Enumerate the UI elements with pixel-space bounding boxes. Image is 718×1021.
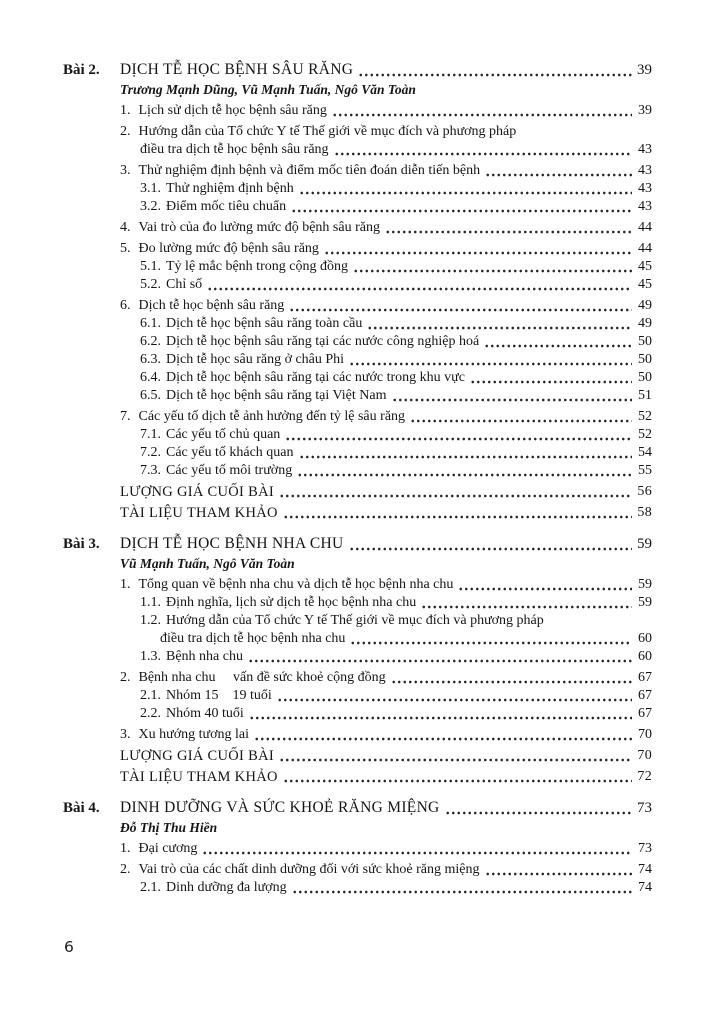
- item-line: [120, 219, 652, 237]
- toc-item: [120, 861, 652, 879]
- dot-leader-icon: [385, 219, 632, 237]
- dot-leader-icon: [207, 276, 632, 294]
- item-line: [140, 879, 652, 897]
- toc-item: [140, 879, 652, 897]
- section-page-number: 73: [637, 800, 652, 816]
- item-page-number: 50: [638, 334, 652, 349]
- dot-leader-icon: [202, 840, 632, 858]
- dot-leader-icon: [279, 483, 632, 501]
- item-number: 2.: [120, 124, 131, 139]
- item-page-number: 74: [638, 880, 652, 895]
- toc-item: [140, 180, 652, 198]
- item-number: 1.1.: [140, 595, 161, 610]
- item-number: 5.2.: [140, 277, 161, 292]
- dot-leader-icon: [484, 333, 632, 351]
- item-line: [140, 687, 652, 705]
- dot-leader-icon: [279, 747, 632, 765]
- toc-item: [140, 369, 652, 387]
- dot-leader-icon: [332, 102, 632, 120]
- section-title: DỊCH TỄ HỌC BỆNH SÂU RĂNG: [120, 61, 354, 78]
- toc-item: [120, 123, 652, 159]
- dot-leader-icon: [353, 258, 632, 276]
- item-text: Các yếu tố dịch tễ ảnh hưởng đến tỷ lệ sâu răng: [138, 409, 406, 424]
- toc-item: [140, 444, 652, 462]
- item-number: 6.4.: [140, 370, 161, 385]
- toc: [63, 60, 652, 897]
- section-items: [120, 840, 652, 897]
- item-line: [120, 297, 652, 315]
- dot-leader-icon: [283, 504, 632, 522]
- item-page-number: 73: [638, 841, 652, 856]
- dot-leader-icon: [421, 594, 632, 612]
- item-line: [140, 369, 652, 387]
- toc-item: [140, 426, 652, 444]
- toc-item: [140, 333, 652, 351]
- toc-item: [140, 612, 652, 648]
- dot-leader-icon: [485, 162, 632, 180]
- item-number: 1.: [120, 103, 131, 118]
- item-line: [140, 426, 652, 444]
- item-page-number: 60: [638, 649, 652, 664]
- toc-item: [140, 315, 652, 333]
- dot-leader-icon: [410, 408, 632, 426]
- item-text: Thử nghiệm định bệnh: [166, 181, 294, 196]
- item-number: 3.2.: [140, 199, 161, 214]
- item-number: 6.1.: [140, 316, 161, 331]
- toc-item: [140, 648, 652, 666]
- item-number: 2.2.: [140, 706, 161, 721]
- item-text: Chỉ số: [166, 277, 203, 292]
- dot-leader-icon: [458, 576, 632, 594]
- item-page-number: 51: [638, 388, 652, 403]
- item-number: 2.: [120, 862, 131, 877]
- item-text: Dịch tễ học bệnh sâu răng tại các nước trong khu vực: [166, 370, 465, 385]
- item-line: [120, 768, 652, 786]
- item-text: Điểm mốc tiêu chuẩn: [166, 199, 287, 214]
- item-number: 1.: [120, 577, 131, 592]
- toc-section: [63, 534, 652, 786]
- item-line: [140, 387, 652, 405]
- section-authors: Trương Mạnh Dũng, Vũ Mạnh Tuấn, Ngô Văn Toàn: [120, 82, 416, 97]
- item-number: 2.1.: [140, 880, 161, 895]
- item-line: [140, 612, 652, 630]
- section-heading-row: [63, 534, 652, 554]
- item-number: 7.: [120, 409, 131, 424]
- toc-item: [120, 840, 652, 858]
- toc-item: [120, 576, 652, 594]
- toc-item: [120, 162, 652, 180]
- toc-item: [140, 258, 652, 276]
- item-text: Tổng quan về bệnh nha chu và dịch tễ học bệnh nha chu: [138, 577, 454, 592]
- dot-leader-icon: [292, 879, 632, 897]
- item-text: Các yếu tố khách quan: [166, 445, 294, 460]
- item-line: [120, 669, 652, 687]
- section-heading-main: [120, 60, 652, 80]
- item-text: Dịch tễ học bệnh sâu răng tại Việt Nam: [166, 388, 387, 403]
- dot-leader-icon: [297, 462, 632, 480]
- item-line: [120, 747, 652, 765]
- dot-leader-icon: [334, 141, 632, 159]
- dot-leader-icon: [285, 426, 632, 444]
- item-line: [140, 180, 652, 198]
- toc-item: [120, 483, 652, 501]
- item-text: Thử nghiệm định bệnh và điểm mốc tiên đoán diễn tiến bệnh: [138, 163, 481, 178]
- dot-leader-icon: [391, 669, 632, 687]
- dot-leader-icon: [324, 240, 632, 258]
- item-line: [140, 315, 652, 333]
- item-page-number: 56: [637, 484, 652, 499]
- toc-item: [120, 747, 652, 765]
- item-text: Bệnh nha chu: [166, 649, 243, 664]
- item-line: [120, 504, 652, 522]
- toc-item: [120, 102, 652, 120]
- toc-item: [120, 219, 652, 237]
- dot-leader-icon: [299, 444, 632, 462]
- item-page-number: 43: [638, 199, 652, 214]
- toc-item: [120, 240, 652, 258]
- item-text: Hướng dẫn của Tổ chức Y tế Thế giới về mục đích và phương pháp: [138, 124, 517, 139]
- section-page-number: 39: [637, 62, 652, 78]
- item-line: [120, 102, 652, 120]
- item-number: 2.: [120, 670, 131, 685]
- item-page-number: 52: [638, 427, 652, 442]
- item-number: 7.2.: [140, 445, 161, 460]
- item-page-number: 49: [638, 298, 652, 313]
- item-text: Dịch tễ học bệnh sâu răng: [138, 298, 285, 313]
- item-text-continued: điều tra dịch tễ học bệnh sâu răng: [140, 142, 329, 157]
- item-page-number: 44: [638, 220, 652, 235]
- item-line: [140, 333, 652, 351]
- section-title: DINH DƯỠNG VÀ SỨC KHOẺ RĂNG MIỆNG: [120, 799, 440, 816]
- section-items: [120, 576, 652, 786]
- page-footer-number: 6: [64, 938, 74, 956]
- item-page-number: 67: [638, 706, 652, 721]
- item-text: Các yếu tố chủ quan: [166, 427, 281, 442]
- item-text: Tỷ lệ mắc bệnh trong cộng đồng: [166, 259, 348, 274]
- toc-item: [120, 726, 652, 744]
- dot-leader-icon: [291, 198, 632, 216]
- item-text-continued: điều tra dịch tễ học bệnh nha chu: [160, 631, 346, 646]
- item-page-number: 58: [637, 505, 652, 520]
- dot-leader-icon: [485, 861, 633, 879]
- item-line: [140, 276, 652, 294]
- dot-leader-icon: [358, 60, 632, 80]
- item-line-continued: [160, 630, 652, 648]
- item-number: 6.: [120, 298, 131, 313]
- item-text: Xu hướng tương lai: [138, 727, 249, 742]
- item-page-number: 50: [638, 352, 652, 367]
- item-number: 6.3.: [140, 352, 161, 367]
- item-page-number: 55: [638, 463, 652, 478]
- item-text: Vai trò của các chất dinh dưỡng đối với sức khoẻ răng miệng: [138, 862, 480, 877]
- section-heading-row: [63, 60, 652, 80]
- item-page-number: 70: [637, 748, 652, 763]
- section-authors: Vũ Mạnh Tuấn, Ngô Văn Toàn: [120, 556, 295, 571]
- toc-section: [63, 60, 652, 522]
- dot-leader-icon: [445, 798, 632, 818]
- section-heading-main: [120, 534, 652, 554]
- item-page-number: 45: [638, 277, 652, 292]
- item-line: [140, 198, 652, 216]
- item-number: 5.1.: [140, 259, 161, 274]
- item-number: 7.3.: [140, 463, 161, 478]
- item-text: Đo lường mức độ bệnh sâu răng: [138, 241, 319, 256]
- item-line: [140, 594, 652, 612]
- item-number: 3.1.: [140, 181, 161, 196]
- toc-item: [120, 408, 652, 426]
- item-line: [120, 240, 652, 258]
- item-line: [120, 483, 652, 501]
- item-text: LƯỢNG GIÁ CUỐI BÀI: [120, 748, 274, 764]
- toc-item: [120, 504, 652, 522]
- item-text: TÀI LIỆU THAM KHẢO: [120, 769, 278, 785]
- item-line: [120, 840, 652, 858]
- item-line: [120, 123, 652, 141]
- item-line: [140, 258, 652, 276]
- item-number: 4.: [120, 220, 131, 235]
- item-page-number: 67: [638, 670, 652, 685]
- section-label: Bài 3.: [63, 536, 100, 552]
- dot-leader-icon: [277, 687, 632, 705]
- item-text: Các yếu tố môi trường: [166, 463, 293, 478]
- toc-item: [140, 462, 652, 480]
- item-page-number: 39: [638, 103, 652, 118]
- toc-item: [140, 594, 652, 612]
- item-line: [120, 408, 652, 426]
- item-text: Bệnh nha chu vấn đề sức khoẻ cộng đồng: [138, 670, 386, 685]
- item-text: Nhóm 15 19 tuổi: [166, 688, 272, 703]
- dot-leader-icon: [349, 351, 632, 369]
- section-items: [120, 102, 652, 522]
- item-line: [140, 648, 652, 666]
- toc-item: [140, 687, 652, 705]
- item-line: [120, 861, 652, 879]
- item-number: 6.5.: [140, 388, 161, 403]
- item-text: Hướng dẫn của Tổ chức Y tế Thế giới về mục đích và phương pháp: [166, 613, 544, 628]
- item-number: 7.1.: [140, 427, 161, 442]
- item-number: 2.1.: [140, 688, 161, 703]
- item-number: 1.3.: [140, 649, 161, 664]
- item-page-number: 52: [638, 409, 652, 424]
- item-line-continued: [140, 141, 652, 159]
- section-title: DỊCH TỄ HỌC BỆNH NHA CHU: [120, 535, 344, 552]
- toc-item: [140, 276, 652, 294]
- dot-leader-icon: [283, 768, 632, 786]
- toc-item: [120, 297, 652, 315]
- item-page-number: 60: [638, 631, 652, 646]
- section-heading-main: [120, 798, 652, 818]
- item-number: 5.: [120, 241, 131, 256]
- item-line: [140, 462, 652, 480]
- toc-item: [120, 669, 652, 687]
- section-heading-row: [63, 798, 652, 818]
- item-number: 1.: [120, 841, 131, 856]
- dot-leader-icon: [470, 369, 632, 387]
- item-text: Dinh dưỡng đa lượng: [166, 880, 287, 895]
- toc-item: [140, 351, 652, 369]
- item-text: Dịch tễ học bệnh sâu răng tại các nước công nghiệp hoá: [166, 334, 480, 349]
- section-label: Bài 2.: [63, 62, 100, 78]
- item-page-number: 45: [638, 259, 652, 274]
- toc-section: [63, 798, 652, 897]
- item-page-number: 43: [638, 142, 652, 157]
- item-text: TÀI LIỆU THAM KHẢO: [120, 505, 278, 521]
- item-text: Đại cương: [138, 841, 198, 856]
- dot-leader-icon: [249, 705, 632, 723]
- item-line: [140, 705, 652, 723]
- item-page-number: 74: [638, 862, 652, 877]
- item-page-number: 50: [638, 370, 652, 385]
- item-page-number: 54: [638, 445, 652, 460]
- item-text: Vai trò của đo lường mức độ bệnh sâu răng: [138, 220, 380, 235]
- dot-leader-icon: [349, 534, 633, 554]
- item-page-number: 59: [638, 577, 652, 592]
- item-text: LƯỢNG GIÁ CUỐI BÀI: [120, 484, 274, 500]
- dot-leader-icon: [299, 180, 632, 198]
- section-page-number: 59: [637, 536, 652, 552]
- item-text: Lịch sử dịch tễ học bệnh sâu răng: [138, 103, 327, 118]
- item-page-number: 43: [638, 163, 652, 178]
- item-text: Dịch tễ học bệnh sâu răng toàn cầu: [166, 316, 363, 331]
- dot-leader-icon: [254, 726, 632, 744]
- dot-leader-icon: [289, 297, 632, 315]
- item-line: [120, 726, 652, 744]
- toc-item: [140, 198, 652, 216]
- item-number: 6.2.: [140, 334, 161, 349]
- dot-leader-icon: [367, 315, 632, 333]
- dot-leader-icon: [350, 630, 632, 648]
- item-page-number: 44: [638, 241, 652, 256]
- item-text: Dịch tễ học sâu răng ở châu Phi: [166, 352, 345, 367]
- item-line: [140, 444, 652, 462]
- item-page-number: 72: [637, 769, 652, 784]
- item-line: [120, 162, 652, 180]
- item-page-number: 59: [638, 595, 652, 610]
- item-line: [140, 351, 652, 369]
- item-line: [120, 576, 652, 594]
- item-text: Định nghĩa, lịch sử dịch tễ học bệnh nha chu: [166, 595, 417, 610]
- item-text: Nhóm 40 tuổi: [166, 706, 244, 721]
- item-number: 3.: [120, 163, 131, 178]
- item-number: 1.2.: [140, 613, 161, 628]
- item-page-number: 49: [638, 316, 652, 331]
- toc-item: [140, 705, 652, 723]
- item-page-number: 70: [638, 727, 652, 742]
- dot-leader-icon: [248, 648, 632, 666]
- toc-item: [120, 768, 652, 786]
- item-page-number: 67: [638, 688, 652, 703]
- dot-leader-icon: [392, 387, 633, 405]
- item-number: 3.: [120, 727, 131, 742]
- section-authors: Đỗ Thị Thu Hiền: [120, 820, 218, 835]
- section-label: Bài 4.: [63, 800, 100, 816]
- toc-item: [140, 387, 652, 405]
- item-page-number: 43: [638, 181, 652, 196]
